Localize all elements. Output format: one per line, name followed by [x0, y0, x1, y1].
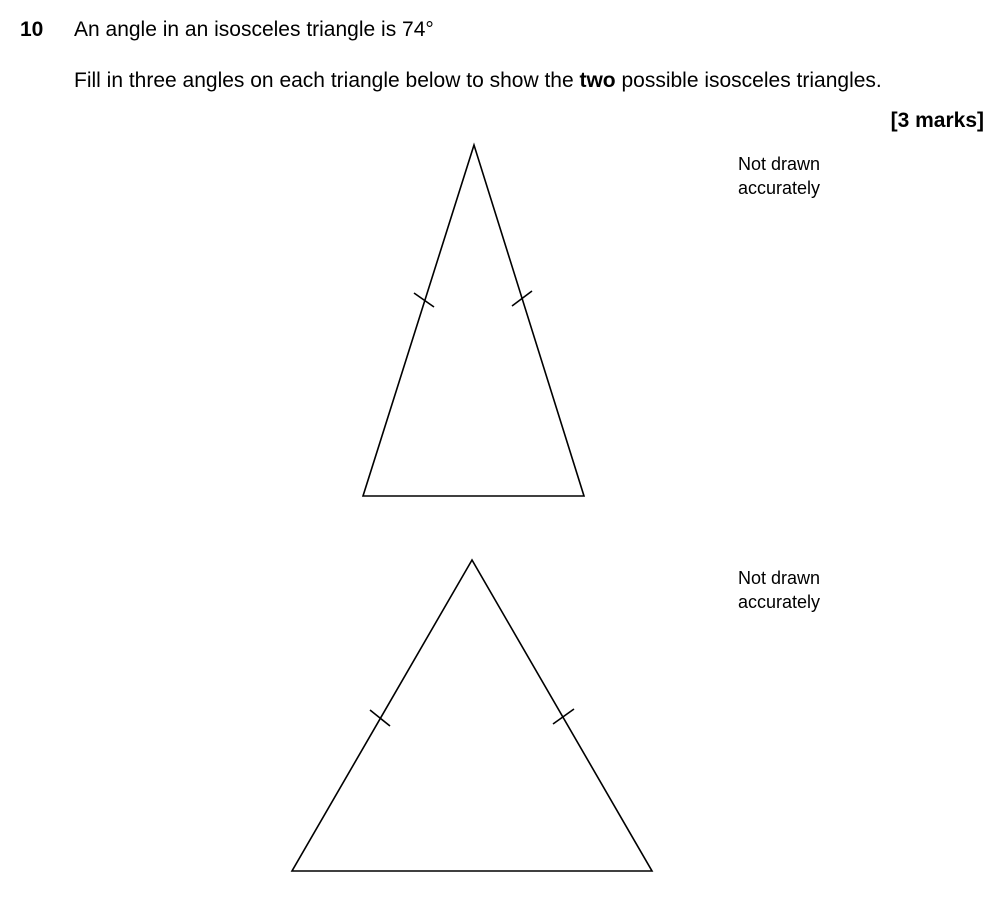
question-number: 10 [20, 18, 44, 41]
triangle-2-outline [292, 560, 652, 871]
isosceles-triangle-1 [363, 145, 584, 496]
triangle-2-left-tick-mark [370, 710, 390, 726]
instruction-text-end: possible isosceles triangles. [615, 69, 882, 92]
note-2-line-1: Not drawn [738, 568, 821, 588]
marks-label: [3 marks] [890, 109, 984, 132]
question-stem: An angle in an isosceles triangle is 74° [74, 18, 434, 41]
triangle-2-right-tick-mark [553, 709, 574, 724]
note-2-line-2: accurately [738, 592, 821, 612]
note-1-line-2: accurately [738, 178, 821, 198]
instruction-emphasis: two [579, 69, 616, 92]
instruction-text-start: Fill in three angles on each triangle below to show the [74, 69, 580, 92]
note-1-line-1: Not drawn [738, 154, 821, 174]
triangle-1-outline [363, 145, 584, 496]
isosceles-triangle-2 [292, 560, 652, 871]
triangle-1-right-tick-mark [512, 291, 532, 306]
